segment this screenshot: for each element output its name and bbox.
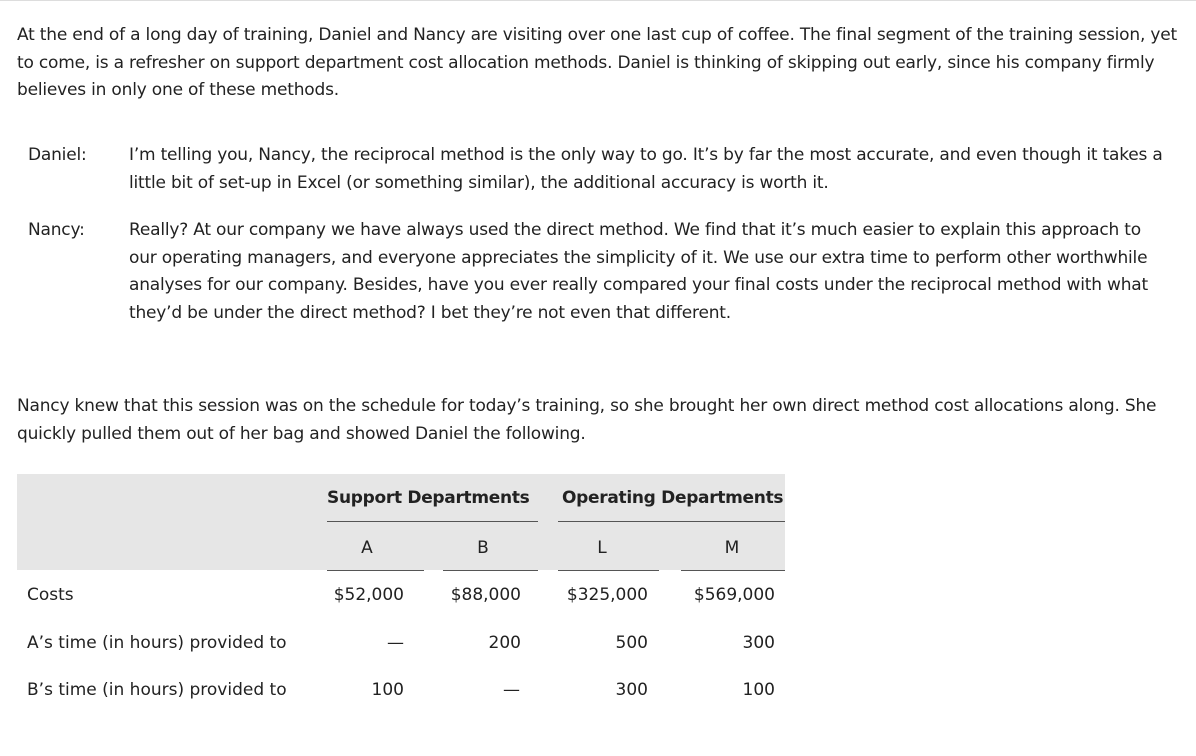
row-label-a-time: A’s time (in hours) provided to xyxy=(27,633,287,653)
cell-a-time-b: 200 xyxy=(488,633,521,653)
column-header-b: B xyxy=(477,538,489,558)
speech-text: Really? At our company we have always used the direct method. We find that it’s much easier to explain this approach to our operating managers, and everyone appreciates the simplicity of it. We use our extra time to perform other worthwhile analyses for our company. Besides, have you ever really compared your final costs under the reciprocal method with what they’d be under the direct method? I bet they’re not even that different. xyxy=(129,220,1148,323)
column-underline-m xyxy=(681,570,785,571)
intro-paragraph: At the end of a long day of training, Daniel and Nancy are visiting over one last cup of coffee. The final segment of the training session, yet to come, is a refresher on support department cost allocation methods. Daniel is thinking of skipping out early, since his company firmly believes in only one of these methods. xyxy=(17,25,1177,100)
cell-a-time-l: 500 xyxy=(615,633,648,653)
speech-text: I’m telling you, Nancy, the reciprocal method is the only way to go. It’s by far the most accurate, and even though it takes a little bit of set-up in Excel (or something similar), the additional accuracy is worth it. xyxy=(129,145,1163,193)
column-header-m: M xyxy=(724,538,740,558)
speaker-label: Daniel: xyxy=(28,145,87,165)
column-header-l: L xyxy=(597,538,607,558)
row-label-b-time: B’s time (in hours) provided to xyxy=(27,680,287,700)
cell-a-time-m: 300 xyxy=(742,633,775,653)
top-divider xyxy=(0,0,1196,1)
cell-costs-l: $325,000 xyxy=(566,585,648,605)
speaker-label: Nancy: xyxy=(28,220,85,240)
cell-costs-b: $88,000 xyxy=(450,585,521,605)
column-header-a: A xyxy=(361,538,373,558)
column-underline-l xyxy=(558,570,659,571)
cell-b-time-l: 300 xyxy=(615,680,648,700)
group-header-operating: Operating Departments xyxy=(562,488,784,508)
group-header-support: Support Departments xyxy=(327,488,530,508)
column-underline-b xyxy=(443,570,538,571)
cell-a-time-a: — xyxy=(387,633,404,653)
row-label-costs: Costs xyxy=(27,585,74,605)
outro-paragraph: Nancy knew that this session was on the schedule for today’s training, so she brought her own direct method cost allocations along. She quickly pulled them out of her bag and showed Daniel the following. xyxy=(17,396,1157,444)
cell-b-time-m: 100 xyxy=(742,680,775,700)
support-underline xyxy=(327,521,538,522)
cell-b-time-b: — xyxy=(503,680,520,700)
cell-costs-a: $52,000 xyxy=(333,585,404,605)
cell-costs-m: $569,000 xyxy=(693,585,775,605)
cell-b-time-a: 100 xyxy=(371,680,404,700)
column-underline-a xyxy=(327,570,424,571)
operating-underline xyxy=(558,521,785,522)
cost-allocation-table xyxy=(17,474,785,714)
